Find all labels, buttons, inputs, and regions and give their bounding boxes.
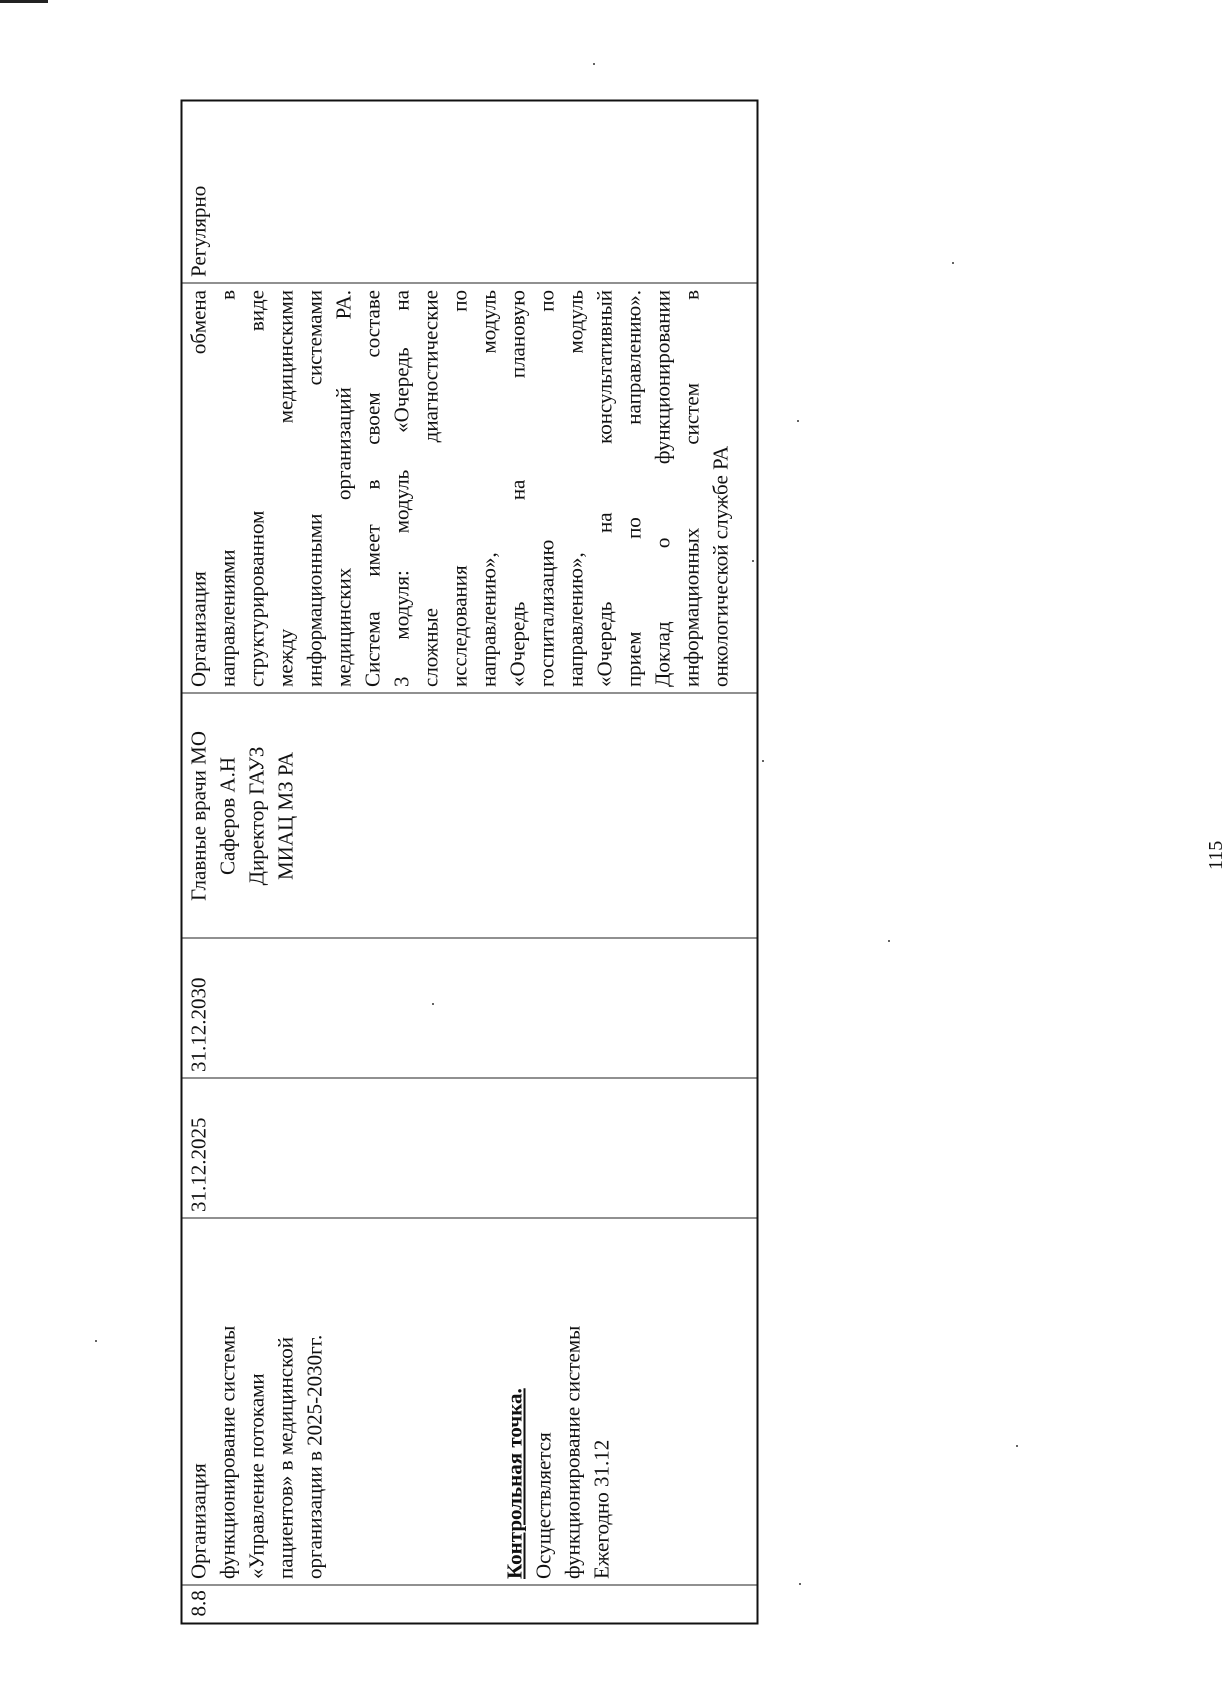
- result-line: Система имеет в своем составе: [360, 290, 385, 687]
- frequency-cell: [182, 101, 758, 284]
- result-line: между медицинскими: [273, 290, 298, 687]
- scan-speck: [1016, 1445, 1018, 1447]
- event-line: организации в 2025-2030гг.: [302, 1334, 327, 1579]
- result-line: онкологической службе РА: [708, 445, 733, 687]
- result-line: информационных систем в: [679, 290, 704, 687]
- event-line: пациентов» в медицинской: [273, 1337, 298, 1579]
- event-line: функционирование системы: [215, 1325, 240, 1579]
- result-cell: [182, 284, 758, 694]
- responsible-line: Главные врачи МО: [186, 731, 211, 901]
- result-line: направлению», модуль: [563, 290, 588, 687]
- scan-speck: [952, 262, 954, 264]
- control-point-line: функционирование системы: [560, 1325, 585, 1579]
- result-line: «Очередь на консультативный: [592, 290, 617, 687]
- row-number-cell: [182, 1586, 758, 1624]
- scan-speck: [799, 1583, 801, 1585]
- start-date-cell: [182, 1079, 758, 1219]
- scan-speck: [593, 63, 595, 65]
- end-date: 31.12.2030: [186, 977, 211, 1072]
- event-line: Организация: [186, 1463, 211, 1579]
- result-line: направлениями в: [215, 290, 240, 687]
- scan-speck: [762, 760, 764, 762]
- frequency: Регулярно: [186, 185, 211, 277]
- rotated-table-wrapper: [181, 102, 759, 1625]
- result-line: 3 модуля: модуль «Очередь на: [389, 290, 414, 687]
- result-line: направлению», модуль: [476, 290, 501, 687]
- result-line: структурированном виде: [244, 290, 269, 687]
- event-line: «Управление потоками: [244, 1373, 269, 1579]
- result-line: госпитализацию по: [534, 290, 559, 687]
- scan-speck: [797, 420, 799, 422]
- control-point-line: Осуществляется: [531, 1432, 556, 1579]
- event-cell: [182, 1219, 758, 1586]
- plan-table: [181, 100, 759, 1625]
- result-line: «Очередь на плановую: [505, 290, 530, 687]
- control-point-line: Ежегодно 31.12: [589, 1439, 614, 1579]
- responsible-cell: [182, 694, 758, 939]
- end-date-cell: [182, 939, 758, 1079]
- result-line: Организация обмена: [186, 290, 211, 687]
- start-date: 31.12.2025: [186, 1117, 211, 1212]
- scan-speck: [888, 940, 890, 942]
- result-line: исследования по: [447, 290, 472, 687]
- result-line: информационными системами: [302, 290, 327, 687]
- responsible-line: Директор ГАУЗ: [244, 746, 269, 886]
- responsible-line: МИАЦ МЗ РА: [273, 751, 298, 881]
- page-number: 115: [1205, 840, 1227, 870]
- scan-mark: [0, 0, 48, 3]
- result-line: медицинских организаций РА.: [331, 290, 356, 687]
- scan-speck: [95, 1340, 97, 1342]
- table-row: [182, 101, 758, 1624]
- result-line: Доклад о функционировании: [650, 290, 675, 687]
- row-number: 8.8: [186, 1590, 211, 1617]
- result-line: прием по направлению».: [621, 290, 646, 687]
- control-point-title: Контрольная точка.: [502, 1388, 527, 1579]
- responsible-line: Саферов А.Н: [215, 757, 240, 876]
- result-line: сложные диагностические: [418, 290, 443, 687]
